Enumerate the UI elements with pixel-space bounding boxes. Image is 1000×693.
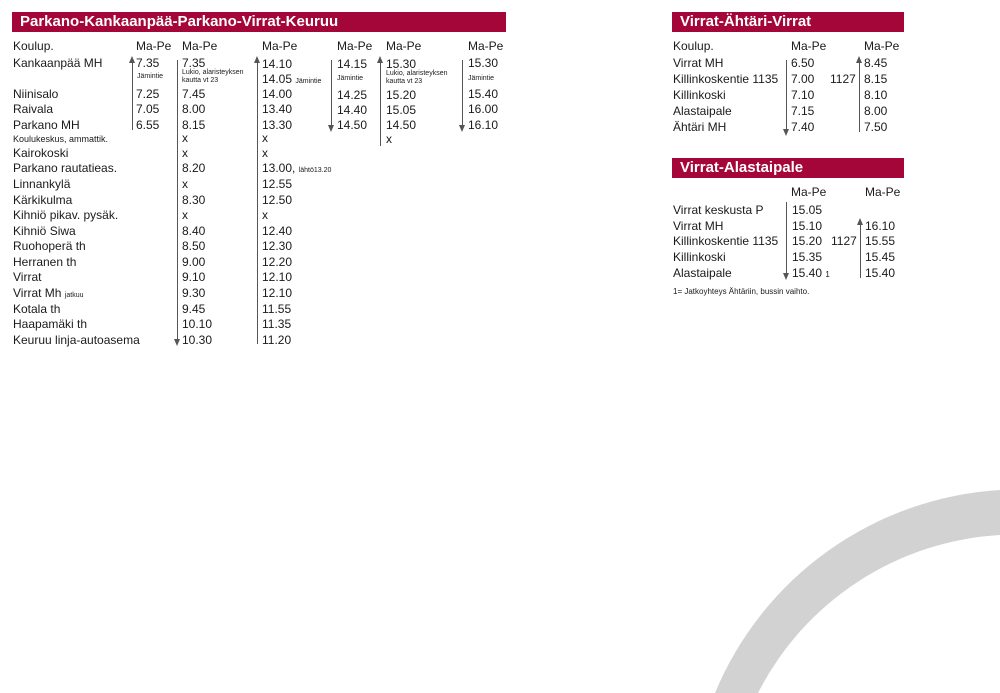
table2-time: 7.15	[791, 104, 815, 118]
table1-time: 16.10	[468, 118, 499, 132]
table1-time: x	[262, 131, 268, 145]
table1-time: 14.00	[262, 87, 293, 101]
table1-stop: Virrat	[13, 270, 42, 284]
direction-arrow-down	[331, 60, 332, 126]
table1-day-header: Ma-Pe	[337, 39, 373, 53]
table1-time: x	[262, 208, 268, 222]
table1-stop: Kihniö Siwa	[13, 224, 76, 238]
table1-time: 11.35	[262, 317, 292, 331]
table1-day-header: Ma-Pe	[182, 39, 218, 53]
table1-time: x	[386, 132, 392, 146]
table3-day-header: Ma-Pe	[865, 185, 901, 199]
table1-stop-label: Virrat Mh	[13, 286, 62, 300]
table2-time: 8.10	[864, 88, 888, 102]
table3-footnote-ref: 1	[825, 270, 830, 279]
table1-time: 14.40	[337, 103, 368, 117]
table1-time-value: 13.00,	[262, 161, 296, 175]
table3-time: 15.20	[792, 234, 823, 248]
table1-time: 12.20	[262, 255, 293, 269]
table3-time: 15.55	[865, 234, 896, 248]
direction-arrow-up	[257, 62, 258, 344]
table1-time: 9.00	[182, 255, 206, 269]
table1-time: 12.40	[262, 224, 293, 238]
table3-stop: Virrat MH	[673, 219, 724, 233]
table1-time: x	[182, 131, 188, 145]
table3-time: 15.05	[792, 203, 823, 217]
table2-time: 7.00	[791, 72, 815, 86]
table1-day-header: Ma-Pe	[386, 39, 422, 53]
table1-stop-note: jatkuu	[64, 292, 84, 299]
direction-arrow-down	[786, 60, 787, 130]
table1-time: 7.05	[136, 102, 160, 116]
table1-stop: Raivala	[13, 102, 54, 116]
table1-time: 9.30	[182, 286, 206, 300]
table1-stop: Haapamäki th	[13, 317, 88, 331]
table1-stop: Ruohoperä th	[13, 239, 86, 253]
table1-time: x	[262, 146, 268, 160]
table1-col-note: Lukio, alaristeyksen kautta vt 23	[182, 69, 244, 84]
table1-time: 8.30	[182, 193, 206, 207]
table1-stop: Parkano rautatieas.	[13, 161, 118, 175]
table3-bus-number: 1127	[831, 234, 857, 248]
table3-title: Virrat-Alastaipale	[672, 158, 904, 178]
direction-arrow-up	[132, 62, 133, 130]
table1-day-header: Ma-Pe	[136, 39, 172, 53]
table1-time: 10.30	[182, 333, 213, 347]
table1-time: 7.35	[182, 56, 206, 70]
table1-time: 16.00	[468, 102, 499, 116]
table3-stop: Killinkoski	[673, 250, 726, 264]
table1-time: 9.45	[182, 302, 206, 316]
table1-time: 15.20	[386, 88, 417, 102]
table1-time: x	[182, 208, 188, 222]
table1-header-label: Koulup.	[13, 39, 54, 53]
table1-time: 6.55	[136, 118, 160, 132]
table1-time: 8.40	[182, 224, 206, 238]
table1-day-header: Ma-Pe	[262, 39, 298, 53]
table1-col-note: lähtö13.20	[298, 167, 332, 174]
table1-col-note: Jämintie	[137, 73, 164, 80]
table1-stop	[13, 286, 84, 303]
direction-arrow-down	[177, 60, 178, 340]
table1-time: 15.40	[468, 87, 499, 101]
table1-time: 15.05	[386, 103, 417, 117]
table1-stop: Kairokoski	[13, 146, 69, 160]
table1-col-note: Jämintie	[337, 75, 364, 82]
table1-time: 13.30	[262, 118, 293, 132]
table1-time: 8.50	[182, 239, 206, 253]
table3-stop: Killinkoskentie 1135	[673, 234, 779, 248]
table1-time-value: 14.05	[262, 72, 293, 86]
table1-time: 14.50	[337, 118, 368, 132]
table1-time	[262, 161, 331, 178]
table2-stop: Alastaipale	[673, 104, 732, 118]
table1-time: 14.25	[337, 88, 368, 102]
table2-time: 8.45	[864, 56, 888, 70]
table1-time: 8.20	[182, 161, 206, 175]
table2-title: Virrat-Ähtäri-Virrat	[672, 12, 904, 32]
table2-header-label: Koulup.	[673, 39, 714, 53]
table1-time: 12.50	[262, 193, 293, 207]
table3-time: 15.35	[792, 250, 823, 264]
direction-arrow-up	[380, 62, 381, 146]
table3-day-header: Ma-Pe	[791, 185, 827, 199]
table3-time: 15.10	[792, 219, 823, 233]
table1-time: 12.10	[262, 286, 293, 300]
table1-time: 11.55	[262, 302, 292, 316]
table1-col-note: Jämintie	[295, 78, 322, 85]
table3-stop: Alastaipale	[673, 266, 732, 280]
table1-stop: Keuruu linja-autoasema	[13, 333, 140, 347]
table1-day-header: Ma-Pe	[468, 39, 504, 53]
table2-stop: Killinkoskentie 1135	[673, 72, 779, 86]
table1-time: 11.20	[262, 333, 292, 347]
table1-time: x	[182, 146, 188, 160]
table1-time: 9.10	[182, 270, 206, 284]
table2-day-header: Ma-Pe	[864, 39, 900, 53]
table3-time-value: 15.40	[792, 266, 823, 280]
table2-stop: Virrat MH	[673, 56, 724, 70]
table1-stop: Herranen th	[13, 255, 77, 269]
table2-time: 7.10	[791, 88, 815, 102]
table2-stop: Killinkoski	[673, 88, 726, 102]
direction-arrow-up	[860, 224, 861, 278]
table1-time: 13.40	[262, 102, 293, 116]
table3-time: 15.45	[865, 250, 896, 264]
table1-time: 12.55	[262, 177, 293, 191]
table1-time: 15.30	[468, 56, 499, 70]
direction-arrow-up	[859, 62, 860, 132]
table2-time: 8.15	[864, 72, 888, 86]
table2-time: 8.00	[864, 104, 888, 118]
table2-time: 6.50	[791, 56, 815, 70]
table1-stop: Kärkikulma	[13, 193, 73, 207]
table1-time: 7.35	[136, 56, 160, 70]
table2-bus-number: 1127	[830, 72, 856, 86]
table1-col-note: Lukio, alaristeyksen kautta vt 23	[386, 70, 448, 85]
table1-time: 7.45	[182, 87, 206, 101]
table1-stop: Linnankylä	[13, 177, 71, 191]
table1-time: x	[182, 177, 188, 191]
direction-arrow-down	[786, 202, 787, 274]
table2-day-header: Ma-Pe	[791, 39, 827, 53]
table1-col-note: Jämintie	[468, 75, 495, 82]
table1-stop: Parkano MH	[13, 118, 80, 132]
table1-stop: Kotala th	[13, 302, 61, 316]
table3-time	[792, 266, 830, 282]
table1-time: 12.10	[262, 270, 293, 284]
table1-time: 14.50	[386, 118, 417, 132]
table1-title: Parkano-Kankaanpää-Parkano-Virrat-Keuruu	[12, 12, 506, 32]
table1-time: 8.15	[182, 118, 206, 132]
direction-arrow-down	[462, 60, 463, 126]
table1-time: 14.10	[262, 57, 293, 71]
table2-stop: Ähtäri MH	[673, 120, 727, 134]
table1-time: 8.00	[182, 102, 206, 116]
table1-time: 10.10	[182, 317, 213, 331]
table2-time: 7.40	[791, 120, 815, 134]
table1-stop: Koulukeskus, ammattik.	[13, 134, 109, 144]
table1-time: 7.25	[136, 87, 160, 101]
table1-stop: Kankaanpää MH	[13, 56, 103, 70]
table1-time: 15.30	[386, 57, 417, 71]
table1-stop: Kihniö pikav. pysäk.	[13, 208, 119, 222]
table2-time: 7.50	[864, 120, 888, 134]
table3-time: 16.10	[865, 219, 896, 233]
table3-stop: Virrat keskusta P	[673, 203, 764, 217]
table1-time: 14.15	[337, 57, 368, 71]
table1-time: 12.30	[262, 239, 293, 253]
table3-time: 15.40	[865, 266, 896, 280]
table1-stop: Niinisalo	[13, 87, 59, 101]
table3-footnote: 1= Jatkoyhteys Ähtäriin, bussin vaihto.	[673, 287, 810, 296]
